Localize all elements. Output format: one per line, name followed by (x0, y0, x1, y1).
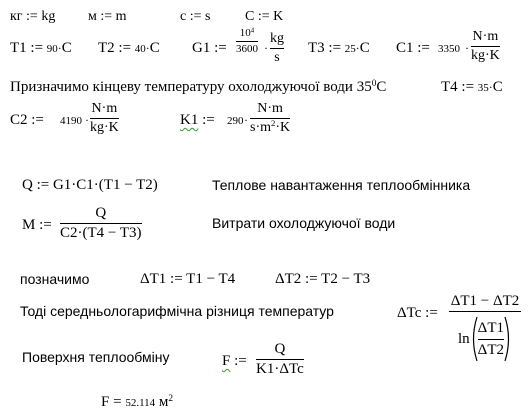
result-lhs: F = (101, 394, 122, 410)
g1-numerator: $10^4$ (239, 27, 255, 39)
f-lhs: F := (222, 353, 247, 369)
m-fraction (60, 206, 142, 241)
t1-lhs: T1 := (10, 40, 44, 56)
t3-unit: C (359, 40, 370, 56)
lmtd-label: Тоді середньологарифмічна різниця температур (20, 303, 334, 319)
t1-unit: C (61, 40, 72, 56)
ln-label: ln (458, 330, 470, 347)
area-label: Поверхня теплообміну (22, 349, 170, 365)
t3-value: 25 (344, 43, 356, 55)
dt2-formula: ΔT2 := T2 − T3 (275, 271, 371, 287)
result-value: 52.114 (125, 397, 156, 409)
result-line (101, 395, 173, 410)
f-name: F (222, 353, 231, 369)
c2-unit-num: N·m (91, 101, 118, 116)
c1-unit-fraction (471, 30, 500, 63)
k1-unit-fraction (250, 102, 290, 135)
k1-unit-num: N·m (257, 101, 283, 116)
t1-value: 90 (46, 43, 58, 55)
g1-denominator: 3600 (236, 43, 258, 55)
dtc-numerator: ΔT1 − ΔT2 (450, 293, 520, 309)
assign-sentence: Призначимо кінцеву температуру охолоджуючої води $35^0C$ (10, 78, 387, 95)
m-label: Витрати охолоджуючої води (212, 215, 396, 231)
k1-name: K1 (180, 112, 199, 128)
t4-value: 35 (477, 82, 489, 94)
t2-lhs: T2 := (98, 40, 132, 56)
dtc-inner-den: ΔT2 (477, 341, 504, 358)
t3-assignment: T3 := 25·C (308, 40, 370, 56)
g1-lhs: G1 := (192, 40, 227, 56)
result-unit: $м^2$ (158, 393, 174, 410)
left-paren (470, 316, 478, 362)
right-paren (504, 316, 512, 362)
q-label: Теплове навантаження теплообмінника (212, 177, 471, 193)
unit-def-kg: кг := kg (10, 9, 56, 24)
t2-assignment: T2 := 40·C (98, 40, 160, 56)
k1-lhs: K1 := (180, 112, 215, 128)
q-formula: Q := G1·C1·(T1 − T2) (22, 177, 158, 193)
unit-def-k: C := K (245, 9, 284, 24)
unit-def-m: м := m (88, 9, 127, 24)
c1-value: 3350 (438, 43, 460, 55)
dtc-denominator (458, 316, 512, 362)
g1-fraction (236, 28, 258, 55)
dtc-fraction (449, 294, 521, 362)
t4-unit: C (492, 79, 503, 95)
c2-value: 4190 (60, 115, 82, 127)
dtc-inner-num: ΔT1 (477, 319, 504, 336)
t4-lhs: T4 := (441, 79, 475, 95)
f-denominator: K1·ΔTc (256, 361, 304, 377)
unit-def-s: c := s (180, 9, 211, 24)
t2-unit: C (149, 40, 160, 56)
f-numerator: Q (274, 341, 286, 357)
g1-unit-den: s (274, 50, 280, 65)
dtc-lhs: ΔTc := (397, 305, 438, 321)
denote-label: позначимо (20, 271, 90, 287)
c2-unit-den: kg·K (90, 120, 119, 135)
t3-lhs: T3 := (308, 40, 342, 56)
m-denominator: C2·(T4 − T3) (60, 225, 142, 241)
c1-unit-den: kg·K (471, 48, 500, 63)
t2-value: 40 (134, 43, 146, 55)
m-numerator: Q (95, 205, 107, 221)
k1-unit-den: $s\cdot m^2\cdot K$ (250, 118, 291, 135)
t4-assignment: T4 := 35·C (441, 79, 503, 95)
g1-unit-num: kg (270, 31, 284, 46)
t1-assignment: T1 := 90·C (10, 40, 72, 56)
c1-lhs: C1 := (396, 40, 430, 56)
c2-lhs: C2 := (10, 112, 44, 128)
dt1-formula: ΔT1 := T1 − T4 (140, 271, 236, 287)
c1-unit-num: N·m (472, 29, 499, 44)
g1-unit-fraction (270, 32, 284, 65)
k1-value: 290 (227, 115, 244, 127)
f-fraction (256, 342, 304, 377)
dtc-inner-fraction (478, 321, 504, 358)
c2-unit-fraction (90, 102, 119, 135)
m-lhs: M := (22, 217, 52, 233)
